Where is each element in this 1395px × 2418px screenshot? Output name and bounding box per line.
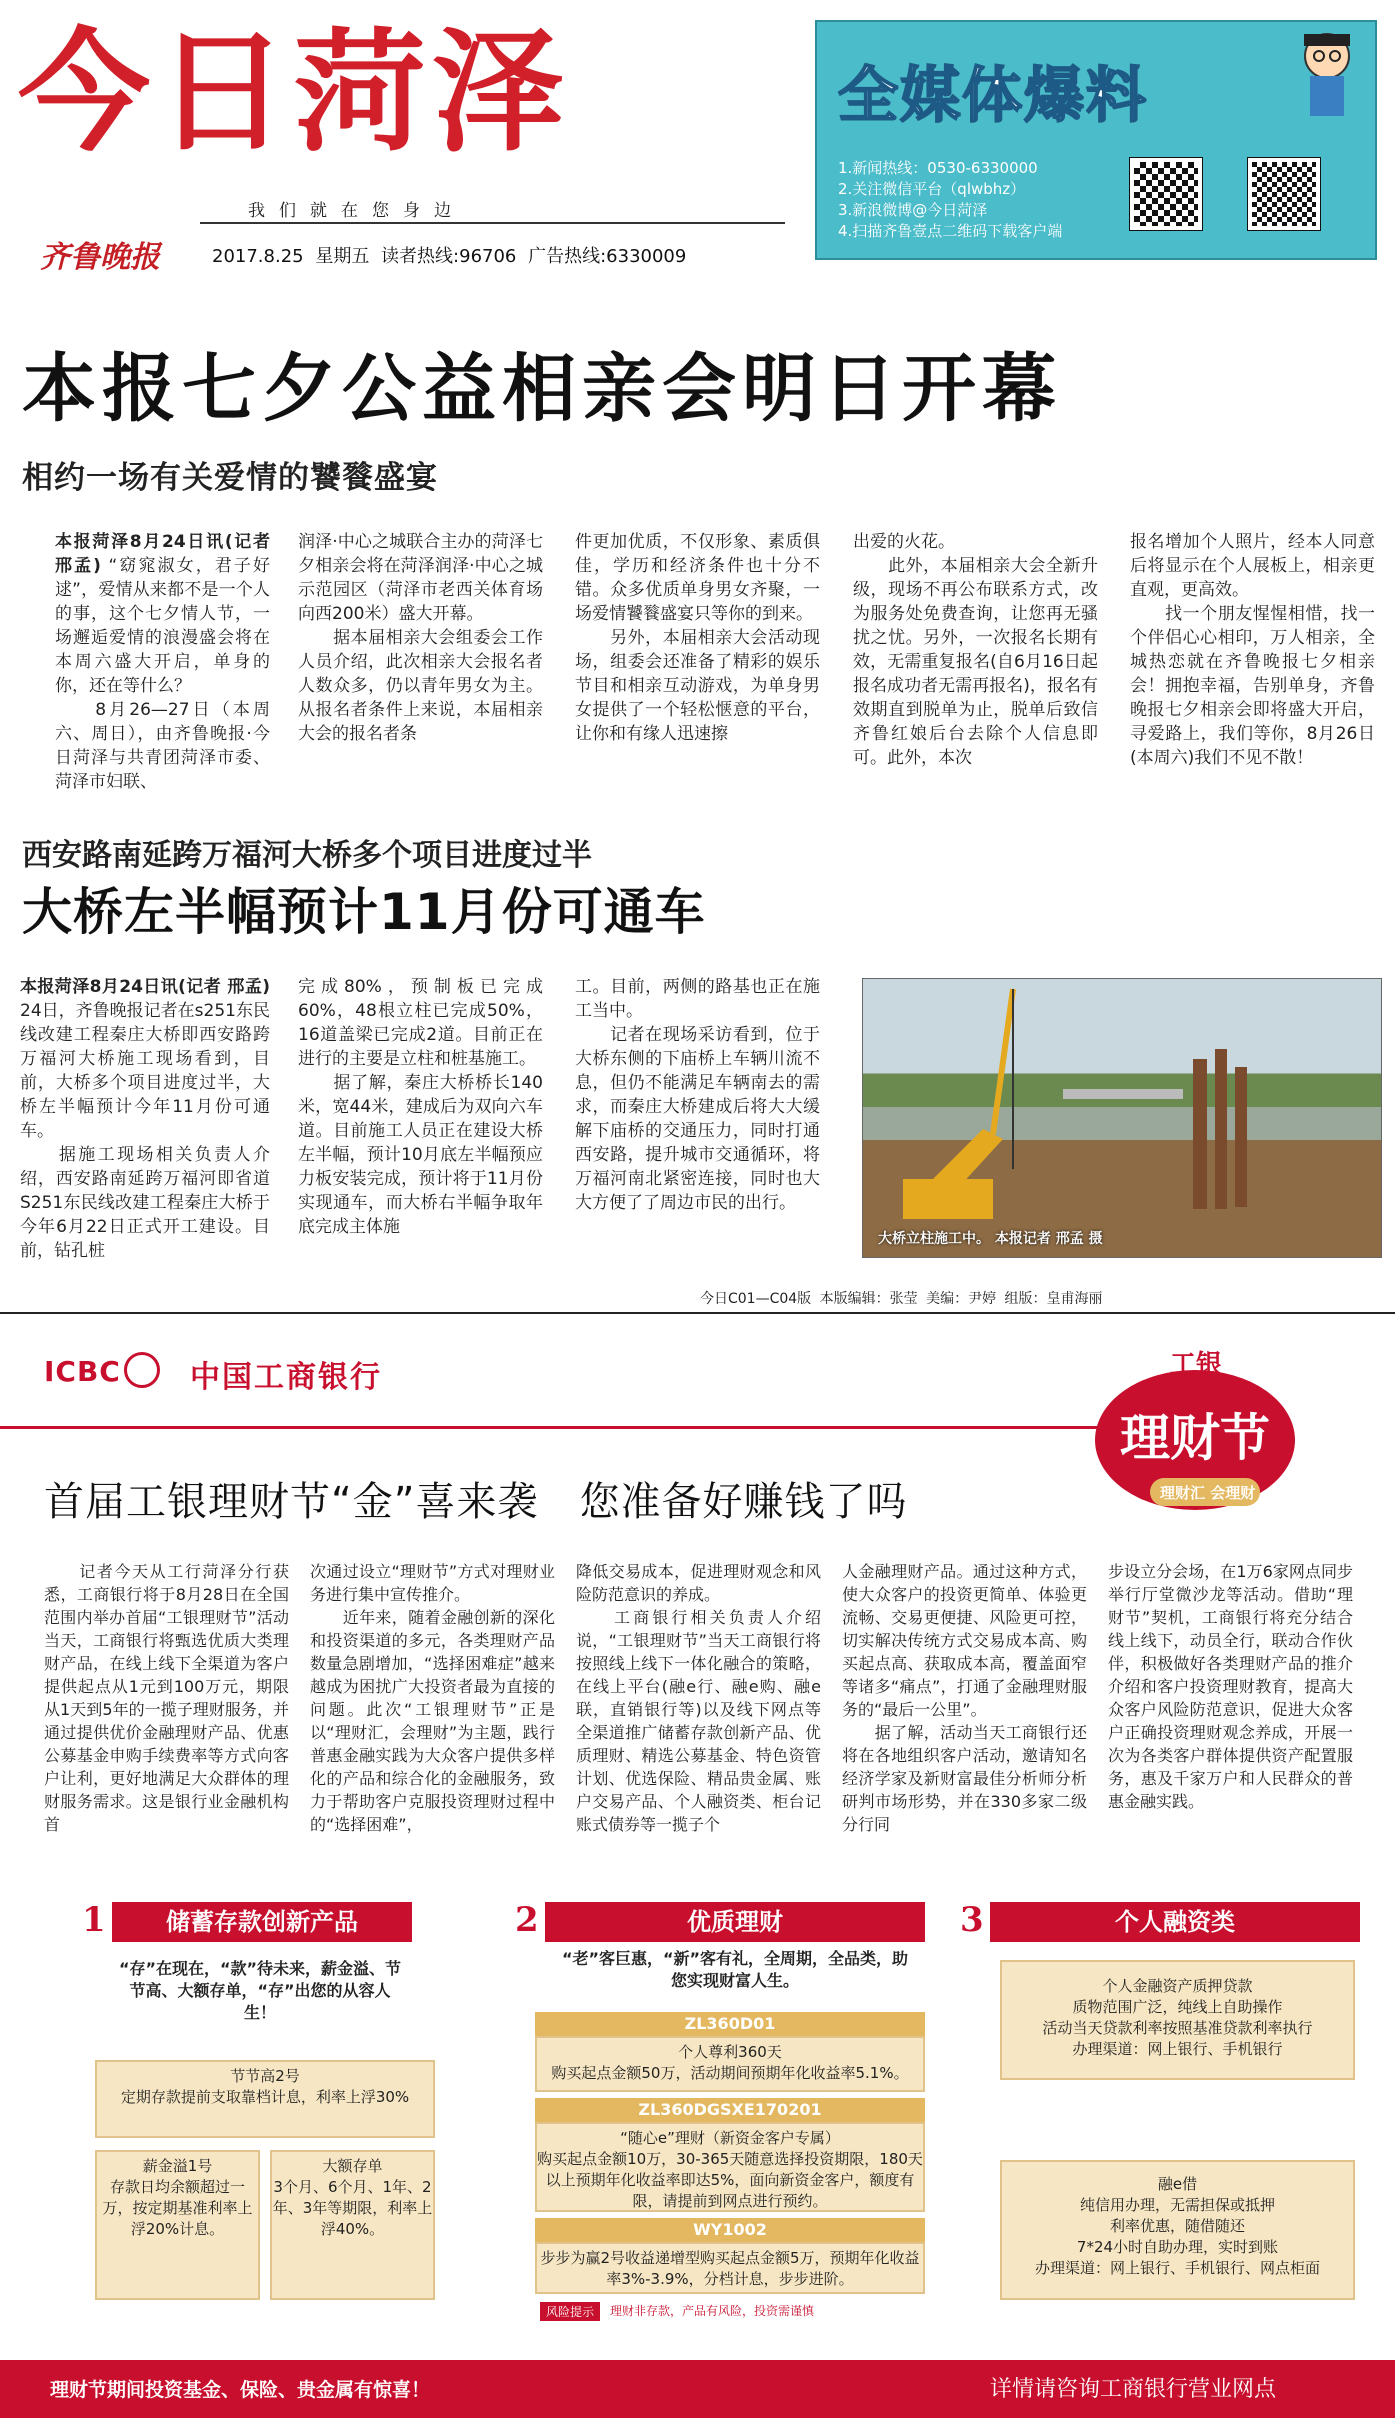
article-column: 报名增加个人照片，经本人同意后将显示在个人展板上，相亲更直观，更高效。 找一个朋友惺惺相惜，找一个伴侣心心相印，万人相亲，全城热恋就在齐鲁晚报七夕相亲会！拥抱幸福，告别单身，齐鲁晚报七夕相亲会即将盛大开启，寻爱路上，我们等你，8月26日(本周六)我们不见不散！ [1130,532,1375,768]
divider [200,222,785,224]
masthead-logo: 今日菏泽 [18,16,570,170]
icbc-emblem-icon [124,1352,160,1388]
section-intro: “老”客巨惠，“新”客有礼，全周期，全品类，助您实现财富人生。 [561,1949,909,1990]
article-column: 工。目前，两侧的路基也正在施工当中。 记者在现场采访看到，位于大桥东侧的下庙桥上车辆川流不息，但仍不能满足车辆南去的需求，而秦庄大桥建成后将大大缓解下庙桥的交通压力，同时打通西安路，提升城市交通循环，将万福河南北紧密连接，同时也大大方便了了周边市民的出行。 [575,977,820,1213]
ad-column: 次通过设立“理财节”方式对理财业务进行集中宣传推介。 近年来，随着金融创新的深化和投资渠道的多元，各类理财产品数量急剧增加，“选择困难症”越来越成为困扰广大投资者最为直接的问题。此次“工银理财节”正是以“理财汇，会理财”为主题，践行普惠金融实践为大众客户提供多样化的产品和综合化的金融服务，致力于帮助客户克服投资理财过程中的“选择困难”， [310,1562,555,1834]
risk-label: 风险提示 [540,2302,600,2321]
article-text: 24日，齐鲁晚报记者在s251东民线改建工程秦庄大桥即西安路跨万福河大桥施工现场看到，目前，大桥多个项目进度过半，大桥左半幅预计今年11月份可通车。 据施工现场相关负责人介绍，西安路南延跨万福河即省道S251东民线改建工程秦庄大桥于今年6月22日正式开工建设。目前，钻孔桩 [20,1001,270,1261]
product-code: ZL360DGSXE170201 [535,2098,925,2122]
section-number: 3 [960,1900,984,1940]
date-line: 2017.8.25 星期五 读者热线:96706 广告热线:6330009 [212,246,687,267]
finance-festival-badge [1080,1330,1310,1530]
article-text: “窈窕淑女，君子好逑”，爱情从来都不是一个人的事，这个七夕情人节，一场邂逅爱情的浪漫盛会将在本周六盛大开启，单身的你，还在等什么？ 8月26—27日（本周六、周日），由齐鲁晚报·今日菏泽与共青团菏泽市委、菏泽市妇联、 [55,556,270,792]
tip-item: 3.新浪微博@今日菏泽 [838,201,988,219]
section-intro: “存”在现在，“款”待未来，薪金溢、节节高、大额存单，“存”出您的从容人生！ [118,1959,402,2022]
reporter-mascot-icon [1290,26,1364,122]
loan-card: 个人金融资产质押贷款 质物范围广泛，纯线上自助操作 活动当天贷款利率按照基准贷款利率执行 办理渠道：网上银行、手机银行 [1000,1960,1355,2080]
product-card: 步步为赢2号收益递增型购买起点金额5万，预期年化收益率3%-3.9%，分档计息，步步进阶。 [535,2242,925,2294]
article-column: 出爱的火花。 此外，本届相亲大会全新升级，现场不再公布联系方式，改为服务处免费查询，让您再无骚扰之忧。另外，一次报名长期有效，无需重复报名(自6月16日起报名成功者无需再报名)，报名有效期直到脱单为止，脱单后致信齐鲁红娘后台去除个人信息即可。此外，本次 [853,532,1098,768]
ad-column: 记者今天从工行菏泽分行获悉，工商银行将于8月28日在全国范围内举办首届“工银理财节”活动当天，工商银行将甄选优质大类理财产品，在线上线下全渠道为客户提供起点从1元到100万元，期限从1天到5年的一揽子理财服务，并通过提供优价金融理财产品、优惠公募基金申购手续费率等方式向客户让利，更好地满足大众群体的理财服务需求。这是银行业金融机构首 [44,1562,289,1834]
product-card: 个人尊利360天 购买起点金额50万，活动期间预期年化收益率5.1%。 [535,2036,925,2092]
qr-code-icon[interactable] [1248,158,1320,230]
tip-box-title: 全媒体爆料 [838,61,1148,131]
badge-sub: 理财汇 会理财 [1160,1484,1256,1502]
ad-headline: 首届工银理财节“金”喜来袭 您准备好赚钱了吗 [44,1479,908,1525]
article-column: 件更加优质，不仅形象、素质俱佳，学历和经济条件也十分不错。众多优质单身男女齐聚，一场爱情饕餮盛宴只等你的到来。 另外，本届相亲大会活动现场，组委会还准备了精彩的娱乐节目和相亲互动游戏，为单身男女提供了一个轻松惬意的平台，让你和有缘人迅速擦 [575,532,820,744]
badge-top: 工银 [1170,1350,1223,1380]
slogan: 我们就在您身边 [248,201,465,221]
divider [0,1312,1395,1314]
tip-item: 4.扫描齐鲁壹点二维码下载客户端 [838,222,1063,240]
page-credits: 今日C01—C04版 本版编辑：张莹 美编：尹婷 组版：皇甫海丽 [700,1291,1103,1307]
loan-card: 融e借 纯信用办理，无需担保或抵押 利率优惠，随借随还 7*24小时自助办理，实时到账 办理渠道：网上银行、手机银行、网点柜面 [1000,2160,1355,2300]
subheadline: 相约一场有关爱情的饕餮盛宴 [22,460,438,496]
article-column: 润泽·中心之城联合主办的菏泽七夕相亲会将在菏泽润泽·中心之城示范园区（菏泽市老西关体育场向西200米）盛大开幕。 据本届相亲大会组委会工作人员介绍，此次相亲大会报名者人数众多，仍以青年男女为主。从报名者条件上来说，本届相亲大会的报名者条 [298,532,543,744]
footer-contact: 详情请咨询工商银行营业网点 [990,2377,1277,2402]
ad-column: 步设立分会场，在1万6家网点同步举行厅堂微沙龙等活动。借助“理财节”契机，工商银行将充分结合线上线下，动员全行，联动合作伙伴，积极做好各类理财产品的推介介绍和客户投资理财教育，提高大众客户风险防范意识，促进大众客户正确投资理财观念养成，开展一次为各类客户群体提供资产配置服务，惠及千家万户和人民群众的普惠金融实践。 [1108,1562,1353,1811]
footer-note: 理财节期间投资基金、保险、贵金属有惊喜！ [50,2379,431,2401]
product-card: 薪金溢1号 存款日均余额超过一万，按定期基准利率上浮20%计息。 [95,2150,260,2300]
construction-photo [862,978,1382,1258]
article-column: 完成80%，预制板已完成60%，48根立柱已完成50%，16道盖梁已完成2道。目前正在进行的主要是立柱和桩基施工。 据了解，秦庄大桥桥长140米，宽44米，建成后为双向六车道。目前施工人员正在建设大桥左半幅，预计10月底左半幅预应力板安装完成，预计将于11月份实现通车，而大桥右半幅争取年底完成主体施 [298,977,543,1237]
section-number: 1 [82,1900,106,1940]
qr-code-icon[interactable] [1130,158,1202,230]
risk-text: 理财非存款，产品有风险，投资需谨慎 [610,2304,815,2318]
product-card: 大额存单 3个月、6个月、1年、2年、3年等期限，利率上浮40%。 [270,2150,435,2300]
headline: 本报七夕公益相亲会明日开幕 [22,346,1062,432]
tip-item: 1.新闻热线：0530-6330000 [838,159,1038,177]
dateline: 本报菏泽8月24日讯(记者 邢孟) [20,977,270,997]
article-column [20,975,270,1263]
section-banner: 个人融资类 [990,1902,1360,1942]
section-banner: 储蓄存款创新产品 [112,1902,412,1942]
ad-column: 人金融理财产品。通过这种方式，使大众客户的投资更简单、体验更流畅、交易更便捷、风险更可控，切实解决传统方式交易成本高、购买起点高、获取成本高，覆盖面窄等诸多“痛点”，打通了金融理财服务的“最后一公里”。 据了解，活动当天工商银行还将在各地组织客户活动，邀请知名经济学家及新财富最佳分析师分析研判市场形势，并在330多家二级分行同 [842,1562,1087,1834]
icbc-logo: ICBC [44,1355,121,1388]
section-number: 2 [515,1900,539,1940]
product-card: 节节高2号 定期存款提前支取靠档计息，利率上浮30% [95,2060,435,2138]
ad-column: 降低交易成本，促进理财观念和风险防范意识的养成。 工商银行相关负责人介绍说，“工银理财节”当天工商银行将按照线上线下一体化融合的策略，在线上平台(融e行、融e购、融e联，直销银行等)以及线下网点等全渠道推广储蓄存款创新产品、优质理财、精选公募基金、特色资管计划、优选保险、精品贵金属、账户交易产品、个人融资类、柜台记账式债券等一揽子个 [576,1562,821,1834]
crane-icon [863,979,1382,1258]
product-code: WY1002 [535,2218,925,2242]
product-card: “随心e”理财（新资金客户专属） 购买起点金额10万，30-365天随意选择投资期限，180天以上预期年化收益率即达5%，面向新资金客户，额度有限，请提前到网点进行预约。 [535,2122,925,2212]
product-code: ZL360D01 [535,2012,925,2036]
badge-main: 理财节 [1120,1409,1270,1467]
paper-name: 齐鲁晚报 [40,240,160,275]
photo-caption: 大桥立柱施工中。 本报记者 邢孟 摄 [878,1231,1103,1247]
bank-name: 中国工商银行 [190,1360,382,1395]
tip-item: 2.关注微信平台（qlwbhz） [838,180,1026,198]
article-column [55,530,270,794]
section-banner: 优质理财 [545,1902,925,1942]
headline: 大桥左半幅预计11月份可通车 [22,883,706,941]
divider [0,1426,1140,1429]
dateline: 本报菏泽8月24日讯(记者 邢孟) [55,532,270,576]
kicker: 西安路南延跨万福河大桥多个项目进度过半 [22,838,592,873]
tip-list [838,158,1118,242]
